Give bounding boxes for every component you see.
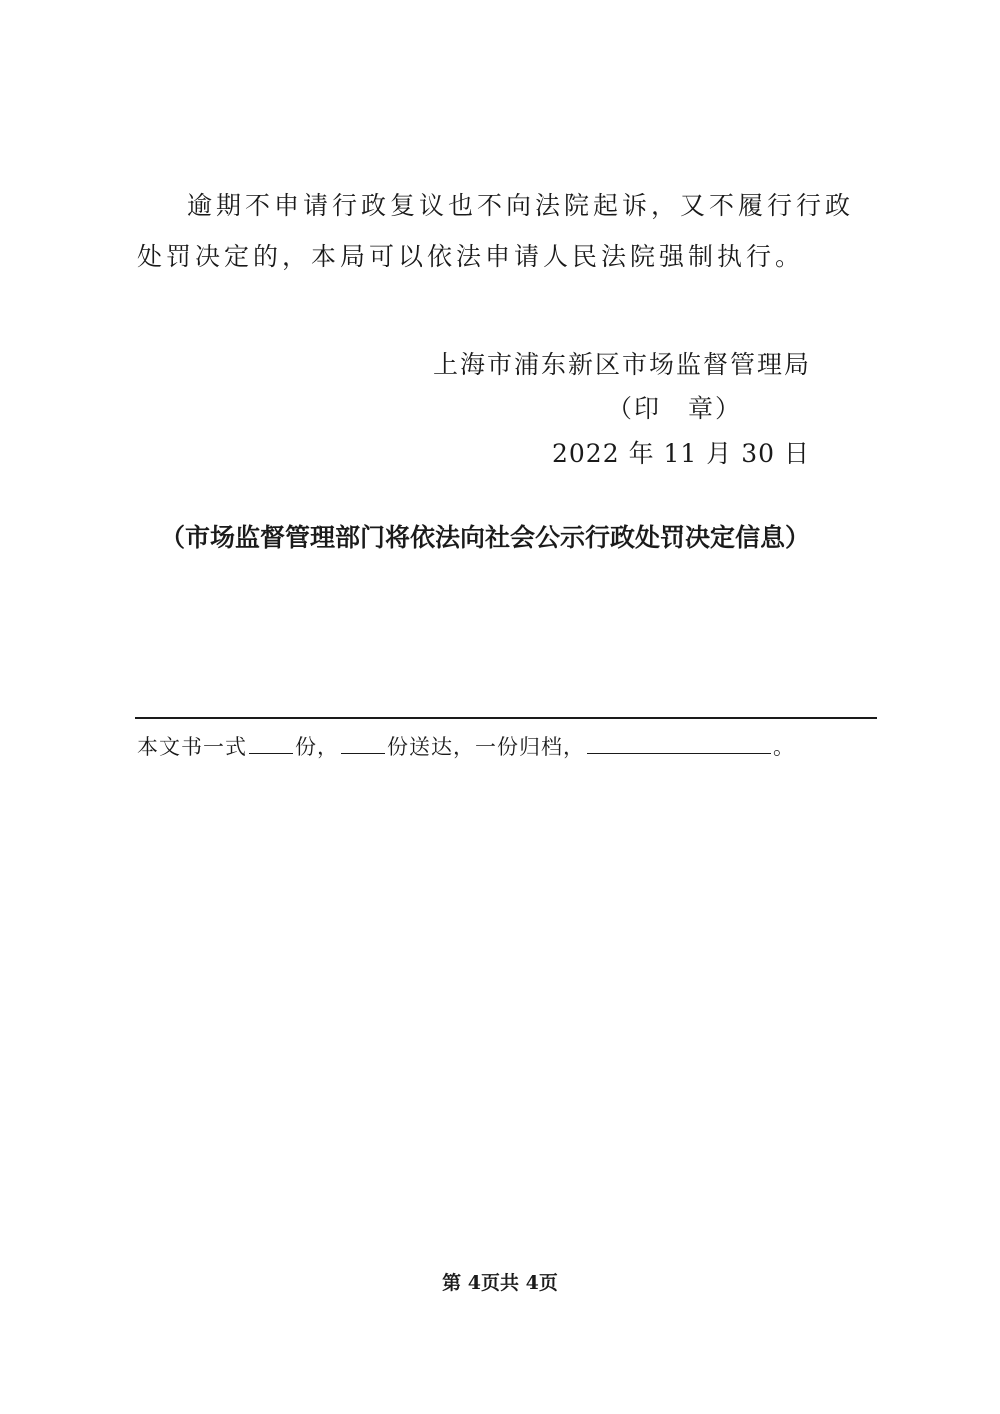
issue-date: 2022 年 11 月 30 日: [552, 439, 810, 468]
copies-line: [137, 731, 795, 761]
copies-other-blank: [587, 731, 771, 754]
seal-placeholder: （印 章）: [607, 394, 743, 423]
copies-served-blank: [341, 731, 385, 754]
copies-text-1: 本文书一式: [137, 735, 247, 759]
publicity-notice: （市场监督管理部门将依法向社会公示行政处罚决定信息）: [160, 523, 811, 552]
copies-text-3: 份送达，一份归档，: [387, 735, 585, 759]
copies-text-2: 份，: [295, 735, 339, 759]
divider-line: [135, 717, 877, 719]
copies-text-4: 。: [773, 735, 795, 759]
copies-total-blank: [249, 731, 293, 754]
body-paragraph-text: 逾期不申请行政复议也不向法院起诉，又不履行行政处罚决定的，本局可以依法申请人民法院强制执行。: [137, 191, 855, 271]
issuing-organization: 上海市浦东新区市场监督管理局: [433, 350, 812, 379]
page-number: 第 4页共 4页: [442, 1272, 558, 1294]
body-paragraph: [137, 180, 877, 282]
